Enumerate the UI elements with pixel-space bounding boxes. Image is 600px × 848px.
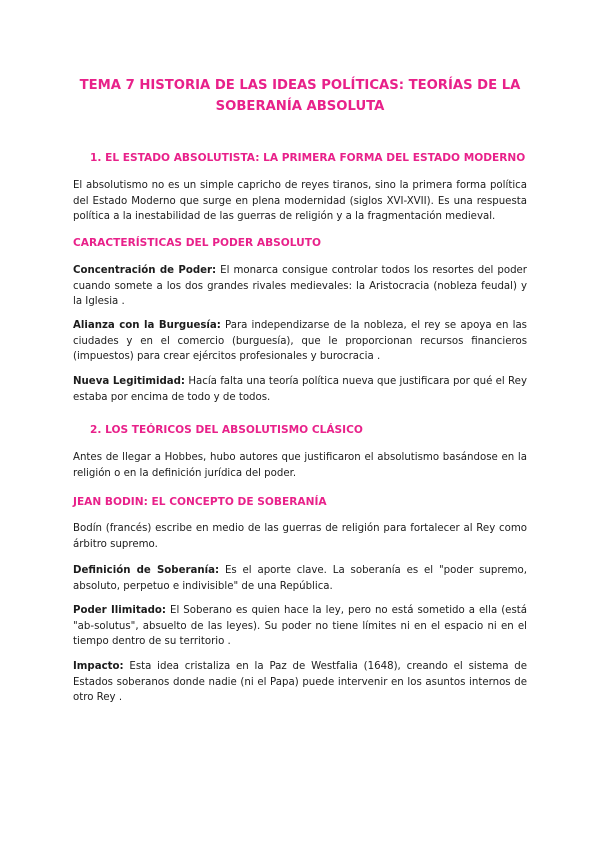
item-term: Nueva Legitimidad: [73,376,186,387]
characteristics-heading: CARACTERÍSTICAS DEL PODER ABSOLUTO [73,237,321,249]
bodin-intro: Bodín (francés) escribe en medio de las guerras de religión para fortalecer al Rey como árbitro supremo. [73,523,527,550]
item-term: Poder Ilimitado: [73,605,167,616]
item-term: Concentración de Poder: [73,265,217,276]
section-1-heading: 1. EL ESTADO ABSOLUTISTA: LA PRIMERA FORMA DEL ESTADO MODERNO [90,152,526,164]
section-2-heading: 2. LOS TEÓRICOS DEL ABSOLUTISMO CLÁSICO [90,424,363,436]
item-alianza [73,318,527,365]
section-1-intro: El absolutismo no es un simple capricho de reyes tiranos, sino la primera forma política del Estado Moderno que surge en plena modernidad (siglos XVI-XVII). Es una respuesta política a la inestabilidad de las guerras de religión y a la fragmentación medieval. [73,180,527,223]
item-term: Alianza con la Burguesía: [73,320,221,331]
item-term: Definición de Soberanía: [73,565,220,576]
item-text: Esta idea cristaliza en la Paz de Westfalia (1648), creando el sistema de Estados soberanos donde nadie (ni el Papa) puede intervenir en los asuntos internos de otro Rey . [73,661,527,704]
item-text: Hacía falta una teoría política nueva que justificara por qué el Rey estaba por encima de todo y de todos. [73,376,527,403]
item-legitimidad [73,374,527,405]
item-text: Es el aporte clave. La soberanía es el "poder supremo, absoluto, perpetuo e indivisible" de una República. [73,565,527,592]
item-text: El monarca consigue controlar todos los resortes del poder cuando somete a los dos grandes rivales medievales: la Aristocracia (nobleza feudal) y la Iglesia . [73,265,527,308]
section-2-intro: Antes de llegar a Hobbes, hubo autores que justificaron el absolutismo basándose en la religión o en la definición jurídica del poder. [73,452,527,479]
item-poder-ilimitado [73,603,527,650]
bodin-heading: JEAN BODIN: EL CONCEPTO DE SOBERANÍA [73,496,327,508]
document-title: TEMA 7 HISTORIA DE LAS IDEAS POLÍTICAS: TEORÍAS DE LA SOBERANÍA ABSOLUTA [79,78,521,114]
item-impacto [73,659,527,706]
item-definicion [73,563,527,594]
item-text: Para independizarse de la nobleza, el rey se apoya en las ciudades y en el comercio (burguesía), que le proporcionan recursos financieros (impuestos) para crear ejércitos profesionales y burocracia . [73,320,527,363]
item-term: Impacto: [73,661,124,672]
item-concentracion [73,263,527,310]
item-text: El Soberano es quien hace la ley, pero no está sometido a ella (está "ab-solutus", absuelto de las leyes). Su poder no tiene límites ni en el espacio ni en el tiempo dentro de su territorio . [73,605,527,648]
